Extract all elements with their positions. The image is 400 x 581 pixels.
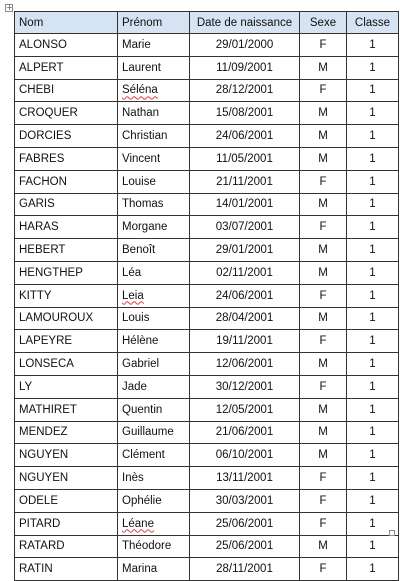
cell-nom[interactable]: ALONSO: [15, 34, 118, 57]
cell-prenom[interactable]: Thomas: [118, 193, 190, 216]
cell-date-de-naissance[interactable]: 12/05/2001: [190, 398, 300, 421]
cell-prenom[interactable]: Marina: [118, 558, 190, 581]
header-date-de-naissance[interactable]: Date de naissance: [190, 12, 300, 34]
cell-nom[interactable]: CHEBI: [15, 79, 118, 102]
cell-date-de-naissance[interactable]: 25/06/2001: [190, 535, 300, 558]
table-row: [15, 558, 399, 581]
cell-sexe[interactable]: M: [300, 421, 347, 444]
cell-sexe[interactable]: M: [300, 353, 347, 376]
cell-nom[interactable]: PITARD: [15, 512, 118, 535]
cell-sexe[interactable]: M: [300, 102, 347, 125]
cell-date-de-naissance[interactable]: 13/11/2001: [190, 467, 300, 490]
cell-nom[interactable]: MENDEZ: [15, 421, 118, 444]
cell-nom[interactable]: NGUYEN: [15, 444, 118, 467]
table-row: [15, 261, 399, 284]
cell-prenom[interactable]: Christian: [118, 125, 190, 148]
cell-nom[interactable]: FACHON: [15, 170, 118, 193]
cell-date-de-naissance[interactable]: 29/01/2000: [190, 34, 300, 57]
header-nom[interactable]: Nom: [15, 12, 118, 34]
table-row: [15, 330, 399, 353]
cell-nom[interactable]: LAPEYRE: [15, 330, 118, 353]
cell-prenom[interactable]: Léa: [118, 261, 190, 284]
cell-nom[interactable]: MATHIRET: [15, 398, 118, 421]
cell-prenom[interactable]: Ophélie: [118, 489, 190, 512]
cell-classe[interactable]: 1: [347, 558, 399, 581]
cell-classe[interactable]: 1: [347, 284, 399, 307]
cell-sexe[interactable]: M: [300, 56, 347, 79]
table-row: [15, 398, 399, 421]
cell-date-de-naissance[interactable]: 03/07/2001: [190, 216, 300, 239]
table-row: [15, 239, 399, 262]
table-row: [15, 353, 399, 376]
cell-prenom[interactable]: Guillaume: [118, 421, 190, 444]
table-row: [15, 375, 399, 398]
table-move-handle-icon[interactable]: +: [6, 3, 13, 12]
cell-classe[interactable]: 1: [347, 307, 399, 330]
cell-classe[interactable]: 1: [347, 444, 399, 467]
cell-sexe[interactable]: M: [300, 307, 347, 330]
cell-sexe[interactable]: M: [300, 147, 347, 170]
table-row: [15, 147, 399, 170]
cell-classe[interactable]: 1: [347, 330, 399, 353]
cell-prenom[interactable]: Jade: [118, 375, 190, 398]
cell-date-de-naissance[interactable]: 24/06/2001: [190, 284, 300, 307]
cell-classe[interactable]: 1: [347, 398, 399, 421]
cell-nom[interactable]: GARIS: [15, 193, 118, 216]
cell-sexe[interactable]: F: [300, 79, 347, 102]
table-row: [15, 193, 399, 216]
cell-sexe[interactable]: F: [300, 284, 347, 307]
cell-date-de-naissance[interactable]: 29/01/2001: [190, 239, 300, 262]
cell-sexe[interactable]: F: [300, 170, 347, 193]
cell-sexe[interactable]: F: [300, 467, 347, 490]
cell-date-de-naissance[interactable]: 28/11/2001: [190, 558, 300, 581]
cell-nom[interactable]: CROQUER: [15, 102, 118, 125]
cell-sexe[interactable]: F: [300, 34, 347, 57]
cell-nom[interactable]: FABRES: [15, 147, 118, 170]
cell-nom[interactable]: ODELE: [15, 489, 118, 512]
cell-prenom[interactable]: Séléna: [118, 79, 190, 102]
cell-prenom[interactable]: Inès: [118, 467, 190, 490]
cell-sexe[interactable]: F: [300, 330, 347, 353]
table-row: [15, 421, 399, 444]
cell-classe[interactable]: 1: [347, 467, 399, 490]
cell-prenom[interactable]: Quentin: [118, 398, 190, 421]
cell-classe[interactable]: 1: [347, 170, 399, 193]
cell-sexe[interactable]: F: [300, 558, 347, 581]
cell-date-de-naissance[interactable]: 21/11/2001: [190, 170, 300, 193]
table-header-row: [15, 12, 399, 34]
cell-prenom[interactable]: Hélène: [118, 330, 190, 353]
cell-prenom[interactable]: Louise: [118, 170, 190, 193]
cell-classe[interactable]: 1: [347, 375, 399, 398]
cell-nom[interactable]: LY: [15, 375, 118, 398]
cell-classe[interactable]: 1: [347, 102, 399, 125]
table-row: [15, 307, 399, 330]
cell-sexe[interactable]: M: [300, 444, 347, 467]
cell-sexe[interactable]: M: [300, 193, 347, 216]
table-row: [15, 56, 399, 79]
cell-nom[interactable]: RATARD: [15, 535, 118, 558]
cell-date-de-naissance[interactable]: 21/06/2001: [190, 421, 300, 444]
table-row: [15, 284, 399, 307]
table-row: [15, 512, 399, 535]
cell-date-de-naissance[interactable]: 14/01/2001: [190, 193, 300, 216]
table-row: [15, 170, 399, 193]
cell-classe[interactable]: 1: [347, 147, 399, 170]
cell-classe[interactable]: 1: [347, 56, 399, 79]
cell-nom[interactable]: DORCIES: [15, 125, 118, 148]
table-row: [15, 34, 399, 57]
cell-classe[interactable]: 1: [347, 239, 399, 262]
cell-date-de-naissance[interactable]: 24/06/2001: [190, 125, 300, 148]
table-row: [15, 535, 399, 558]
cell-classe[interactable]: 1: [347, 489, 399, 512]
cell-date-de-naissance[interactable]: 28/04/2001: [190, 307, 300, 330]
cell-prenom[interactable]: Louis: [118, 307, 190, 330]
table-row: [15, 467, 399, 490]
cell-prenom[interactable]: Benoît: [118, 239, 190, 262]
table-row: [15, 125, 399, 148]
table-row: [15, 102, 399, 125]
table-row: [15, 216, 399, 239]
cell-sexe[interactable]: F: [300, 489, 347, 512]
cell-classe[interactable]: 1: [347, 512, 399, 535]
cell-date-de-naissance[interactable]: 11/09/2001: [190, 56, 300, 79]
cell-prenom[interactable]: Leia: [118, 284, 190, 307]
cell-classe[interactable]: 1: [347, 421, 399, 444]
cell-classe[interactable]: 1: [347, 535, 399, 558]
cell-classe[interactable]: 1: [347, 79, 399, 102]
cell-nom[interactable]: ALPERT: [15, 56, 118, 79]
cell-sexe[interactable]: M: [300, 535, 347, 558]
cell-date-de-naissance[interactable]: 06/10/2001: [190, 444, 300, 467]
cell-prenom[interactable]: Morgane: [118, 216, 190, 239]
cell-sexe[interactable]: F: [300, 512, 347, 535]
cell-classe[interactable]: 1: [347, 193, 399, 216]
cell-classe[interactable]: 1: [347, 34, 399, 57]
cell-prenom[interactable]: Léane: [118, 512, 190, 535]
cell-date-de-naissance[interactable]: 30/12/2001: [190, 375, 300, 398]
cell-prenom[interactable]: Théodore: [118, 535, 190, 558]
cell-sexe[interactable]: M: [300, 261, 347, 284]
cell-sexe[interactable]: M: [300, 398, 347, 421]
cell-nom[interactable]: HARAS: [15, 216, 118, 239]
cell-prenom[interactable]: Vincent: [118, 147, 190, 170]
cell-nom[interactable]: LAMOUROUX: [15, 307, 118, 330]
student-table: [14, 11, 399, 581]
cell-sexe[interactable]: F: [300, 216, 347, 239]
cell-date-de-naissance[interactable]: 02/11/2001: [190, 261, 300, 284]
cell-nom[interactable]: LONSECA: [15, 353, 118, 376]
table-row: [15, 79, 399, 102]
cell-date-de-naissance[interactable]: 19/11/2001: [190, 330, 300, 353]
cell-date-de-naissance[interactable]: 12/06/2001: [190, 353, 300, 376]
cell-nom[interactable]: HENGTHEP: [15, 261, 118, 284]
header-sexe[interactable]: Sexe: [300, 12, 347, 34]
cell-sexe[interactable]: F: [300, 375, 347, 398]
cell-date-de-naissance[interactable]: 11/05/2001: [190, 147, 300, 170]
header-classe[interactable]: Classe: [347, 12, 399, 34]
cell-prenom[interactable]: Marie: [118, 34, 190, 57]
cell-nom[interactable]: NGUYEN: [15, 467, 118, 490]
cell-date-de-naissance[interactable]: 25/06/2001: [190, 512, 300, 535]
cell-sexe[interactable]: M: [300, 125, 347, 148]
cell-date-de-naissance[interactable]: 28/12/2001: [190, 79, 300, 102]
cell-nom[interactable]: HEBERT: [15, 239, 118, 262]
cell-classe[interactable]: 1: [347, 125, 399, 148]
cell-prenom[interactable]: Gabriel: [118, 353, 190, 376]
cell-date-de-naissance[interactable]: 15/08/2001: [190, 102, 300, 125]
table-row: [15, 489, 399, 512]
cell-prenom[interactable]: Laurent: [118, 56, 190, 79]
cell-prenom[interactable]: Nathan: [118, 102, 190, 125]
cell-nom[interactable]: RATIN: [15, 558, 118, 581]
cell-nom[interactable]: KITTY: [15, 284, 118, 307]
cell-classe[interactable]: 1: [347, 261, 399, 284]
cell-classe[interactable]: 1: [347, 216, 399, 239]
cell-date-de-naissance[interactable]: 30/03/2001: [190, 489, 300, 512]
table-resize-handle-icon[interactable]: [389, 530, 395, 536]
header-prenom[interactable]: Prénom: [118, 12, 190, 34]
cell-prenom[interactable]: Clément: [118, 444, 190, 467]
table-row: [15, 444, 399, 467]
cell-sexe[interactable]: M: [300, 239, 347, 262]
cell-classe[interactable]: 1: [347, 353, 399, 376]
